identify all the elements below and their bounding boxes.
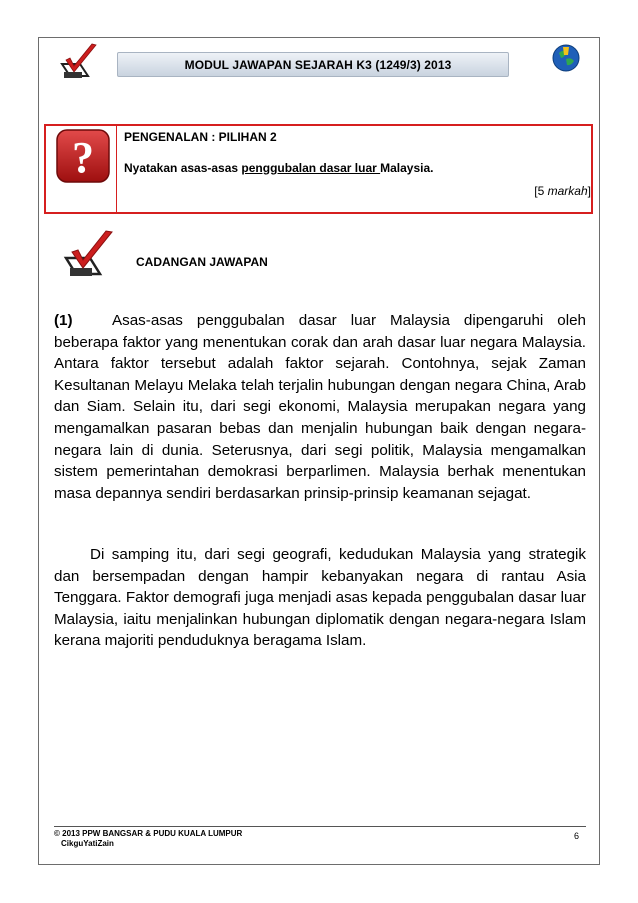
question-text-start: Nyatakan asas-asas bbox=[124, 161, 242, 175]
question-text-underlined: penggubalan dasar luar bbox=[241, 161, 381, 175]
answer-paragraph-2 bbox=[54, 544, 586, 652]
question-text-end: Malaysia. bbox=[380, 161, 434, 175]
globe-logo-icon bbox=[551, 43, 581, 73]
footer-copyright: © 2013 PPW BANGSAR & PUDU KUALA LUMPUR bbox=[54, 829, 243, 838]
checkmark-box-icon bbox=[58, 42, 100, 82]
svg-text:?: ? bbox=[72, 133, 94, 182]
answer-heading: CADANGAN JAWAPAN bbox=[136, 255, 268, 269]
footer-author: CikguYatiZain bbox=[61, 839, 114, 848]
question-mark-icon bbox=[55, 128, 111, 184]
question-box-divider bbox=[116, 126, 117, 212]
question-heading: PENGENALAN : PILIHAN 2 bbox=[124, 130, 277, 144]
checkmark-box-icon bbox=[62, 228, 116, 282]
marks-word: markah bbox=[547, 184, 588, 198]
answer-number: (1) bbox=[54, 312, 73, 329]
footer-divider bbox=[54, 826, 586, 827]
answer-paragraph-2-text: Di samping itu, dari segi geografi, kedudukan Malaysia yang strategik dan bersempadan dengan hampir kebanyakan negara di rantau Asia Tenggara. Faktor demografi juga menjadi asas kepada penggubalan dasar luar Malaysia, iaitu menjalinkan hubungan diplomatik dengan negara-negara Islam kerana majoriti penduduknya beragama Islam. bbox=[54, 546, 586, 650]
answer-paragraph-1 bbox=[54, 310, 586, 504]
question-text bbox=[124, 161, 434, 175]
answer-paragraph-1-text: Asas-asas penggubalan dasar luar Malaysia dipengaruhi oleh beberapa faktor yang menentukan corak dan arah dasar luar negara Malaysia. Antara faktor tersebut adalah faktor sejarah. Contohnya, sejak Zaman Kesultanan Melayu Melaka telah terjalin hubungan dengan negara China, Arab dan Siam. Selain itu, dari segi ekonomi, Malaysia merupakan negara yang mengamalkan pasaran bebas dan menjalin hubungan baik dengan negara-negara lain di dunia. Seterusnya, dari segi politik, Malaysia mengamalkan sistem pemerintahan demokrasi berparlimen. Malaysia berhak menentukan masa depannya sendiri berdasarkan prinsip-prinsip keamanan sejagat. bbox=[54, 312, 586, 502]
marks-close: ] bbox=[587, 184, 591, 198]
page-number: 6 bbox=[574, 831, 580, 841]
question-marks bbox=[534, 184, 591, 198]
page-header-title: MODUL JAWAPAN SEJARAH K3 (1249/3) 2013 bbox=[184, 58, 452, 72]
marks-open: [5 bbox=[534, 184, 548, 198]
